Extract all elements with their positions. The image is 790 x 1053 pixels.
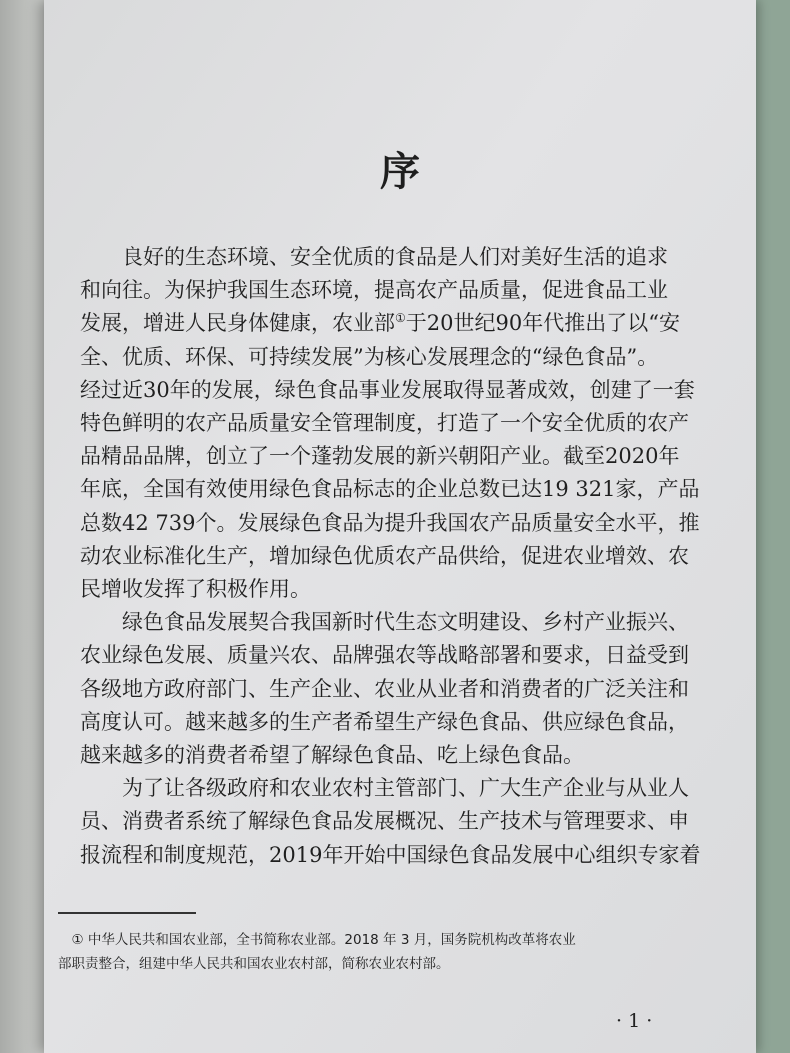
paragraph-1-part-1: 良好的生态环境、安全优质的食品是人们对美好生活的追求 和向往。为保护我国生态环境，提高农产品质量，促进食品工业 发展，增进人民身体健康，农业部 [80, 245, 668, 336]
paragraph-2: 绿色食品发展契合我国新时代生态文明建设、乡村产业振兴、 农业绿色发展、质量兴农、品牌强农等战略部署和要求，日益受到 各级地方政府部门、生产企业、农业从业者和消费者的广泛关注和 高度认可。越来越多的生产者希望生产绿色食品、供应绿色食品， 越来越多的消费者希望了解绿色食品、吃上绿色食品。 [80, 610, 689, 768]
footnote-marker: ① [395, 311, 406, 326]
book-page [44, 0, 756, 1053]
paragraph-1 [80, 241, 722, 606]
page-title: 序 [380, 148, 420, 195]
footnote-divider [58, 912, 196, 914]
page-number: · 1 · [616, 1010, 653, 1032]
footnote: ① 中华人民共和国农业部，全书简称农业部。2018 年 3 月，国务院机构改革将农业 部职责整合，组建中华人民共和国农业农村部，简称农业农村部。 [58, 932, 576, 972]
body-text [80, 241, 722, 872]
paragraph-1-part-2: 于20世纪90年代推出了以“安 全、优质、环保、可持续发展”为核心发展理念的“绿色食品”。 经过近30年的发展，绿色食品事业发展取得显著成效，创建了一套 特色鲜明的农产品质量安全管理制度，打造了一个安全优质的农产 品精品品牌，创立了一个蓬勃发展的新兴朝阳产业。截至2020年 年底，全国有效使用绿色食品标志的企业总数已达19 321家，产品 总数42 739个。发展绿色食品为提升我国农产品质量安全水平，推 动农业标准化生产，增加绿色优质农产品供给，促进农业增效、农 民增收发挥了积极作用。 [80, 311, 700, 602]
paragraph-3: 为了让各级政府和农业农村主管部门、广大生产企业与从业人 员、消费者系统了解绿色食品发展概况、生产技术与管理要求、申 报流程和制度规范，2019年开始中国绿色食品发展中心组织专家着 [80, 776, 701, 867]
